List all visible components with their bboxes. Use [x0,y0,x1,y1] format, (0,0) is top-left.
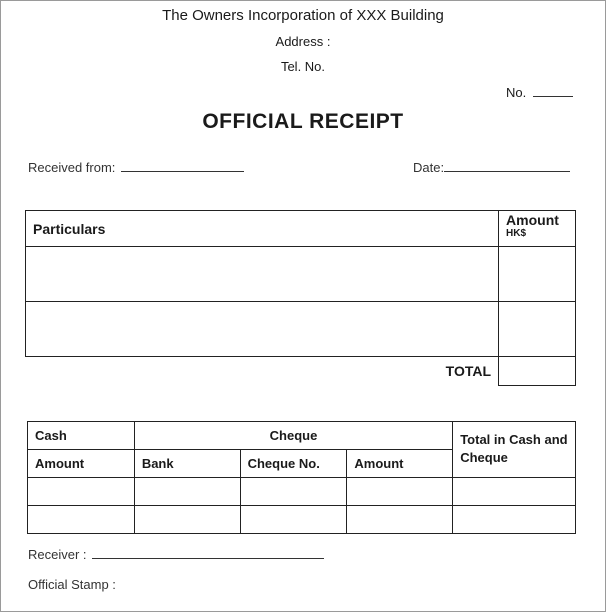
cash-amount-header: Amount [28,450,135,478]
table-cell [240,478,347,506]
receiver-line [92,547,324,559]
table-cell [28,478,135,506]
payment-header-row [28,422,576,450]
bank-header: Bank [134,450,240,478]
amount-unit: HK$ [506,228,527,239]
cheque-amount-header: Amount [347,450,453,478]
table-cell [453,506,576,534]
total-label: TOTAL [445,363,492,380]
particulars-header-row [26,211,576,247]
received-from [28,160,244,175]
address-label: Address : [275,34,331,49]
amount-cell [499,302,576,357]
payment-table [27,421,576,534]
receipt-title: OFFICIAL RECEIPT [202,110,404,133]
tel-label: Tel. No. [280,59,326,74]
cash-header: Cash [28,422,135,450]
official-stamp-label: Official Stamp : [28,577,116,592]
receipt-number [506,85,573,100]
amount-header [499,211,576,247]
particulars-header: Particulars [26,211,499,247]
table-cell [28,506,135,534]
table-row [28,478,576,506]
particulars-table [25,210,576,386]
particulars-cell [26,247,499,302]
table-row [26,302,576,357]
total-row [26,357,576,386]
table-row [26,247,576,302]
cheque-no-header: Cheque No. [240,450,347,478]
table-cell [347,478,453,506]
receiver-label: Receiver : [28,547,87,562]
table-cell [134,478,240,506]
organization-name: The Owners Incorporation of XXX Building [162,7,444,24]
amount-cell [499,247,576,302]
total-cash-cheque-header: Total in Cash and Cheque [453,422,576,478]
cheque-header: Cheque [134,422,452,450]
receiver-field [28,547,324,562]
receipt-number-label: No. [506,85,527,100]
table-cell [134,506,240,534]
date-line [444,160,570,172]
received-from-label: Received from: [28,160,116,175]
date-field [413,160,570,175]
amount-header-label: Amount [506,212,559,228]
receipt-number-line [533,85,573,97]
table-row [28,506,576,534]
received-from-line [121,160,244,172]
table-cell [453,478,576,506]
date-label: Date: [413,160,445,175]
table-cell [347,506,453,534]
particulars-cell [26,302,499,357]
table-cell [240,506,347,534]
total-amount-cell [499,357,576,386]
